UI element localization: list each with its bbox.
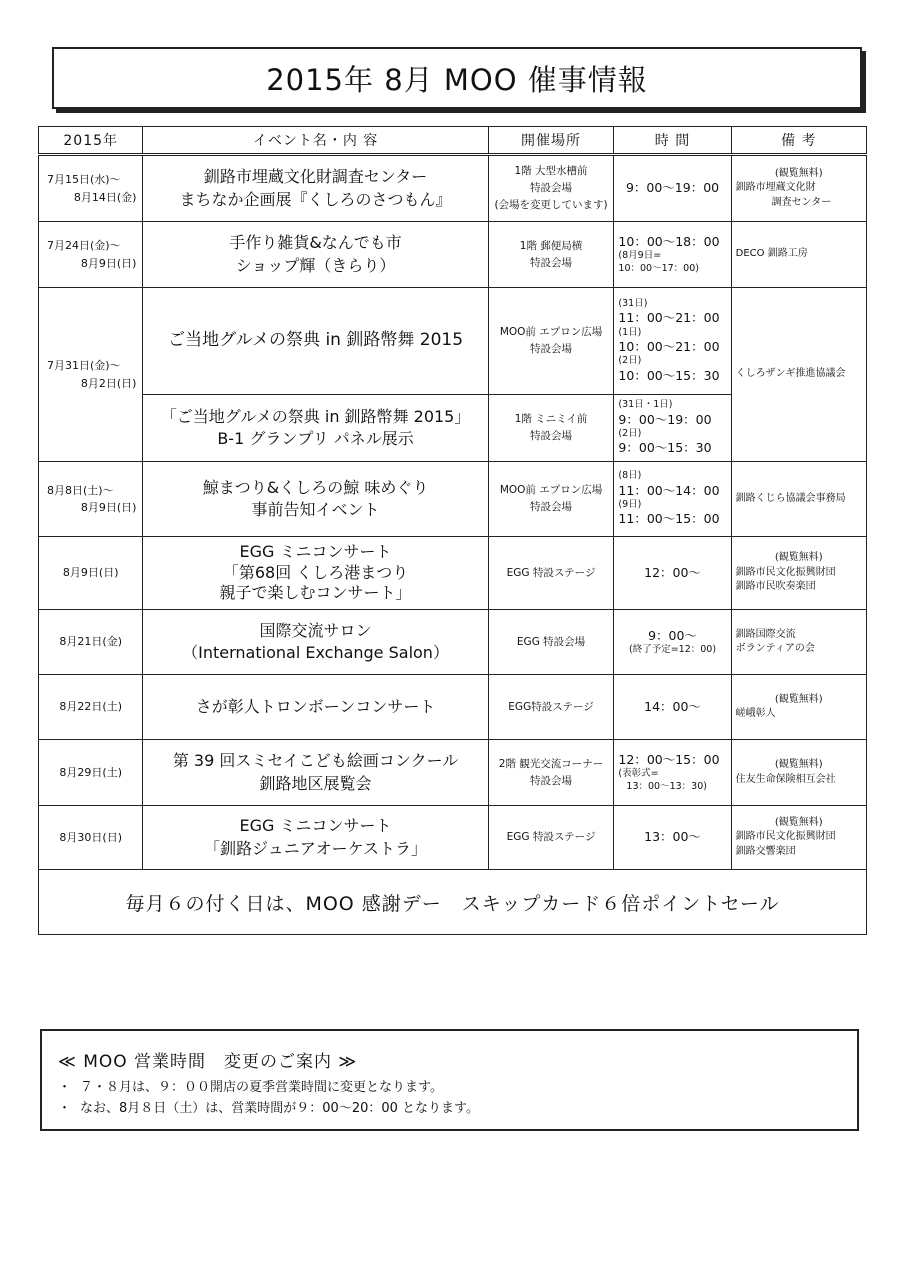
free-admission-note: (観覧無料) <box>774 552 823 564</box>
header-date: 2015年 <box>39 127 143 155</box>
notice-text: なお、8月８日（土）は、営業時間が９：00～20：00 となります。 <box>80 1101 479 1117</box>
note-line: 釧路市民文化振興財団 <box>735 566 836 578</box>
time-line: 9：00～ <box>648 627 697 643</box>
table-row <box>39 288 867 395</box>
header-time: 時 間 <box>614 127 731 155</box>
event-date <box>39 806 143 870</box>
event-time <box>614 806 731 870</box>
note-line: 嵯峨彰人 <box>735 708 776 719</box>
venue-line: 特設会場 <box>530 256 573 269</box>
date-single: 8月22日(土) <box>59 700 122 714</box>
date-end: 8月9日(日) <box>80 256 137 270</box>
event-time <box>614 155 731 222</box>
event-venue <box>488 462 614 537</box>
table-row <box>39 462 867 537</box>
event-name-line: 事前告知イベント <box>251 500 380 519</box>
time-line: 10：00～18：00 <box>618 234 720 250</box>
note-line: 釧路交響楽団 <box>735 845 796 857</box>
date-start: 7月15日(水)～ <box>47 173 121 187</box>
event-venue <box>488 806 614 870</box>
event-note <box>731 222 866 288</box>
event-name-line: 「ご当地グルメの祭典 in 釧路幣舞 2015」 <box>160 406 471 426</box>
event-name <box>143 740 488 806</box>
date-single: 8月29日(土) <box>59 765 122 779</box>
header-venue: 開催場所 <box>488 127 614 155</box>
event-name-line: EGG ミニコンサート <box>239 816 392 836</box>
event-name-line: さが彰人トロンボーンコンサート <box>195 696 436 716</box>
venue-line: 1階 郵便局横 <box>519 239 583 252</box>
event-venue <box>488 395 614 462</box>
venue-line: EGG 特設ステージ <box>506 566 596 579</box>
note-line: 釧路市民吹奏楽団 <box>735 581 816 593</box>
venue-line: 特設会場 <box>530 774 573 787</box>
event-name-line: 国際交流サロン <box>259 620 372 640</box>
event-note <box>731 537 866 610</box>
notice-line <box>58 1098 857 1119</box>
table-row <box>39 537 867 610</box>
time-note: 13：00～13：30) <box>626 780 707 792</box>
event-name <box>143 610 488 675</box>
table-row <box>39 675 867 740</box>
note-line: 釧路国際交流 <box>735 628 796 640</box>
date-start: 8月8日(土)～ <box>47 483 114 497</box>
business-hours-notice <box>40 1029 859 1131</box>
time-day: (9日) <box>618 499 642 510</box>
venue-line: 特設会場 <box>530 343 573 355</box>
time-note: 10：00～17：00) <box>618 262 699 274</box>
time-line: 9：00～19：00 <box>625 180 720 196</box>
event-name-line: まちなか企画展『くしろのさつもん』 <box>179 189 452 209</box>
table-header-row <box>39 127 867 155</box>
venue-line: (会場を変更しています) <box>494 198 608 211</box>
time-note: (8月9日= <box>618 250 662 262</box>
time-line: 9：00～15：30 <box>618 440 712 456</box>
event-name <box>143 537 488 610</box>
date-end: 8月14日(金) <box>73 190 137 204</box>
venue-line: 1階 大型水槽前 <box>514 165 588 178</box>
event-venue <box>488 288 614 395</box>
note-line: 住友生命保険相互会社 <box>735 773 836 785</box>
event-name-line: 親子で楽しむコンサート」 <box>219 583 412 603</box>
event-venue <box>488 610 614 675</box>
note-line: DECO 釧路工房 <box>735 248 808 260</box>
event-time <box>614 395 731 462</box>
event-time <box>614 537 731 610</box>
venue-line: 2階 観光交流コーナー <box>498 757 604 770</box>
notice-line <box>58 1077 857 1098</box>
venue-line: MOO前 エプロン広場 <box>499 484 603 497</box>
venue-line: 特設会場 <box>530 182 573 195</box>
venue-line: 特設会場 <box>530 501 573 513</box>
table-row <box>39 740 867 806</box>
table-footer-row <box>39 870 867 935</box>
event-name-line: ご当地グルメの祭典 in 釧路幣舞 2015 <box>168 330 464 351</box>
note-line: ボランティアの会 <box>735 643 815 654</box>
bullet-dot: ・ <box>58 1080 72 1095</box>
date-single: 8月30日(日) <box>59 830 122 844</box>
time-day: (2日) <box>618 355 642 367</box>
header-note: 備 考 <box>731 127 866 155</box>
event-name <box>143 155 488 222</box>
event-note <box>731 155 866 222</box>
event-name <box>143 222 488 288</box>
venue-line: EGG 特設ステージ <box>506 831 596 844</box>
time-day: (2日) <box>618 428 642 439</box>
note-line: 釧路市埋蔵文化財 <box>735 182 816 194</box>
event-time <box>614 288 731 395</box>
date-end: 8月9日(日) <box>80 501 137 514</box>
time-line: 11：00～15：00 <box>618 511 720 527</box>
time-note: (終了予定=12：00) <box>629 643 717 655</box>
date-start: 7月24日(金)～ <box>47 239 121 253</box>
event-note <box>731 462 866 537</box>
time-line: 10：00～21：00 <box>618 339 720 355</box>
event-name <box>143 806 488 870</box>
event-note <box>731 610 866 675</box>
header-event-name: イベント名・内 容 <box>143 127 488 155</box>
event-date <box>39 155 143 222</box>
event-venue <box>488 155 614 222</box>
event-name-line: B-1 グランプリ パネル展示 <box>217 429 414 448</box>
event-date <box>39 537 143 610</box>
event-time <box>614 675 731 740</box>
event-time <box>614 740 731 806</box>
venue-line: 特設会場 <box>530 430 573 442</box>
time-day: (1日) <box>618 326 642 338</box>
table-row <box>39 610 867 675</box>
event-name <box>143 675 488 740</box>
page-title: 2015年 8月 MOO 催事情報 <box>52 47 862 109</box>
time-line: 13：00～ <box>644 829 701 845</box>
note-line: 釧路市民文化振興財団 <box>735 831 836 843</box>
event-time <box>614 610 731 675</box>
event-date <box>39 610 143 675</box>
table-row <box>39 155 867 222</box>
event-venue <box>488 537 614 610</box>
event-name-line: EGG ミニコンサート <box>239 541 392 561</box>
time-day: (31日・1日) <box>618 399 673 411</box>
note-line: くしろザンギ推進協議会 <box>735 368 846 380</box>
date-single: 8月21日(金) <box>59 635 122 649</box>
note-line: 調査センター <box>771 196 832 208</box>
date-single: 8月9日(日) <box>62 566 119 580</box>
time-line: 11：00～21：00 <box>618 310 720 326</box>
free-admission-note: (観覧無料) <box>774 167 823 179</box>
table-row <box>39 806 867 870</box>
event-name-line: （International Exchange Salon） <box>182 643 449 662</box>
time-day: (8日) <box>618 470 642 482</box>
event-date <box>39 462 143 537</box>
time-line: 11：00～14：00 <box>618 482 720 498</box>
time-note: (表彰式= <box>618 768 659 780</box>
event-name-line: 鯨まつり&くしろの鯨 味めぐり <box>202 477 429 497</box>
event-date <box>39 675 143 740</box>
time-line: 14：00～ <box>644 698 701 714</box>
event-time <box>614 222 731 288</box>
time-day: (31日) <box>618 298 648 310</box>
event-name-line: 手作り雑貨&なんでも市 <box>229 233 402 253</box>
event-name <box>143 395 488 462</box>
time-line: 9：00～19：00 <box>618 411 712 427</box>
venue-line: EGG特設ステージ <box>508 700 594 713</box>
note-line: 釧路くじら協議会事務局 <box>735 492 846 504</box>
monthly-sale-notice: 毎月６の付く日は、MOO 感謝デー スキップカード６倍ポイントセール <box>39 870 867 935</box>
time-line: 12：00～15：00 <box>618 752 720 768</box>
notice-text: ７・８月は、９：００開店の夏季営業時間に変更となります。 <box>80 1080 443 1095</box>
venue-line: 1階 ミニミイ前 <box>514 413 588 426</box>
event-date <box>39 222 143 288</box>
event-date <box>39 740 143 806</box>
notice-title: ≪ MOO 営業時間 変更のご案内 ≫ <box>58 1052 358 1072</box>
event-name-line: 釧路市埋蔵文化財調査センター <box>203 167 428 187</box>
event-time <box>614 462 731 537</box>
event-name <box>143 462 488 537</box>
venue-line: EGG 特設会場 <box>516 635 586 648</box>
date-end: 8月2日(日) <box>80 376 137 390</box>
events-table <box>38 126 867 935</box>
event-venue <box>488 740 614 806</box>
event-note <box>731 740 866 806</box>
free-admission-note: (観覧無料) <box>774 759 823 770</box>
event-name-line: 釧路地区展覧会 <box>259 773 372 793</box>
event-venue <box>488 222 614 288</box>
time-line: 12：00～ <box>644 564 701 580</box>
event-name-line: 「釧路ジュニアオーケストラ」 <box>204 838 427 858</box>
event-note <box>731 675 866 740</box>
table-row <box>39 222 867 288</box>
event-name-line: ショップ輝（きらり） <box>235 255 396 275</box>
venue-line: MOO前 エプロン広場 <box>499 326 603 339</box>
event-name <box>143 288 488 395</box>
event-note <box>731 806 866 870</box>
date-start: 7月31日(金)～ <box>47 359 121 373</box>
free-admission-note: (観覧無料) <box>774 816 823 828</box>
time-line: 10：00～15：30 <box>618 367 720 383</box>
event-venue <box>488 675 614 740</box>
event-note <box>731 288 866 462</box>
free-admission-note: (観覧無料) <box>774 693 823 705</box>
event-name-line: 第 39 回スミセイこども絵画コンクール <box>172 751 459 771</box>
event-name-line: 「第68回 くしろ港まつり <box>222 562 409 582</box>
bullet-dot: ・ <box>58 1101 72 1117</box>
event-date <box>39 288 143 462</box>
